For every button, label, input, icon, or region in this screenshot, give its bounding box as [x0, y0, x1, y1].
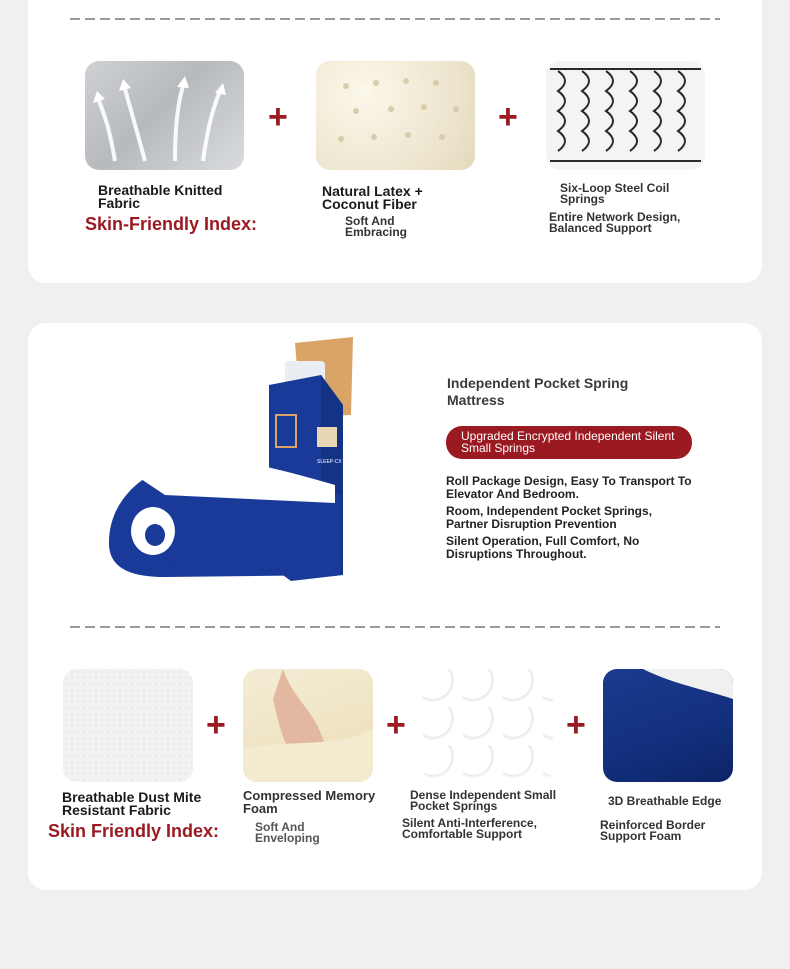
item-sub: Soft And Embracing — [345, 214, 408, 239]
plus-icon: + — [206, 706, 226, 744]
divider-dashed — [70, 626, 720, 628]
latex-image — [316, 61, 475, 170]
feature-text: Room, Independent Pocket Springs, Partner Disruption Prevention — [446, 504, 653, 531]
skin-friendly-index-label: Skin Friendly Index: — [48, 821, 220, 841]
plus-icon: + — [498, 98, 518, 136]
skin-friendly-index-label: Skin-Friendly Index: — [85, 214, 258, 234]
product-image — [105, 335, 375, 585]
item-label: 3D Breathable Edge — [608, 794, 722, 808]
feature-text: Roll Package Design, Easy To Transport To Elevator And Bedroom. — [446, 474, 692, 501]
fabric-image — [85, 61, 244, 170]
dust-mite-fabric-image — [63, 669, 193, 782]
item-label: Compressed Memory Foam — [243, 788, 376, 816]
plus-icon: + — [268, 98, 288, 136]
item-label: Six-Loop Steel Coil Springs — [560, 181, 670, 206]
item-sub: Silent Anti-Interference, Comfortable Support — [402, 816, 537, 841]
box-brand-text: SLEEP-CX — [317, 459, 342, 465]
pocket-springs-image — [423, 669, 553, 782]
memory-foam-image — [243, 669, 373, 782]
breathable-edge-image — [603, 669, 733, 782]
upgrade-badge: Upgraded Encrypted Independent Silent Small Springs — [446, 426, 692, 459]
product-title: Independent Pocket Spring Mattress — [447, 375, 629, 408]
item-label: Dense Independent Small Pocket Springs — [410, 788, 557, 813]
item-label: Breathable Dust Mite Resistant Fabric — [62, 789, 202, 818]
plus-icon: + — [566, 706, 586, 744]
divider-dashed — [70, 18, 720, 20]
item-sub: Soft And Enveloping — [255, 820, 320, 845]
item-sub: Entire Network Design, Balanced Support — [549, 210, 681, 235]
item-sub: Reinforced Border Support Foam — [600, 818, 706, 843]
coil-springs-image — [546, 61, 705, 170]
item-label: Breathable Knitted Fabric — [98, 182, 223, 211]
feature-text: Silent Operation, Full Comfort, No Disruptions Throughout. — [446, 534, 640, 561]
plus-icon: + — [386, 706, 406, 744]
item-label: Natural Latex + Coconut Fiber — [322, 183, 423, 212]
